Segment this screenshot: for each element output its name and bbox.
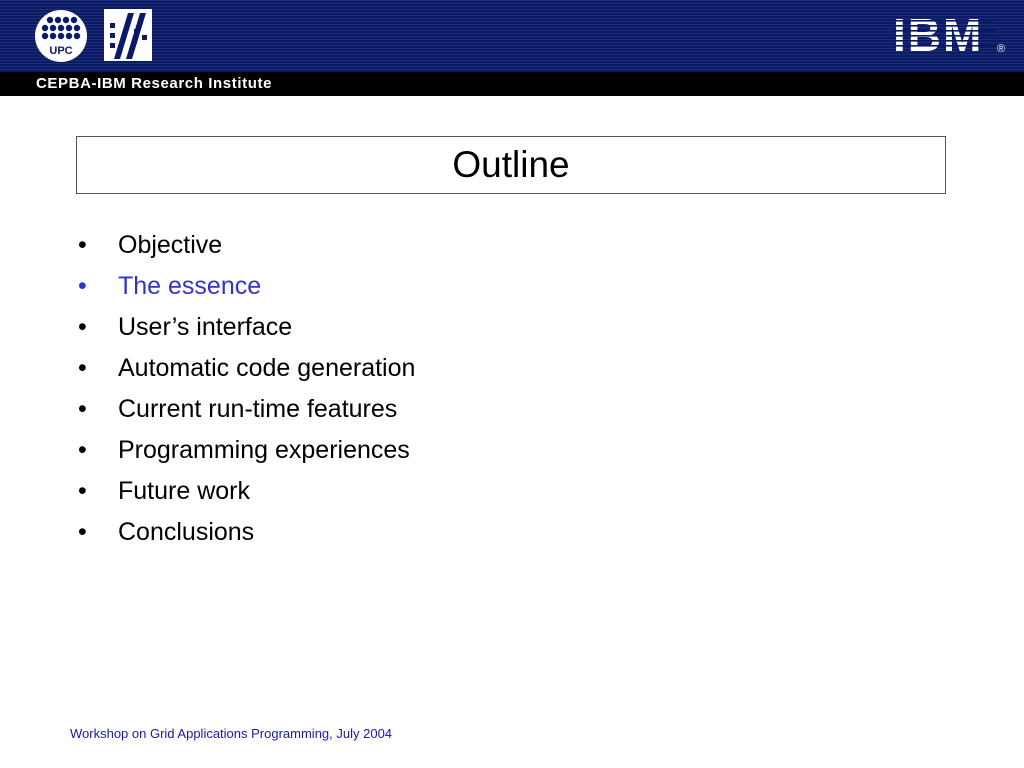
ibm-logo (893, 14, 1007, 56)
outline-item (78, 307, 415, 348)
outline-item-label: Future work (118, 477, 250, 505)
upc-logo-text: UPC (49, 45, 73, 57)
outline-item-label: Programming experiences (118, 436, 410, 464)
outline-item-label: Automatic code generation (118, 354, 416, 382)
outline-item (78, 471, 415, 512)
upc-logo (34, 9, 88, 63)
outline-item (78, 348, 415, 389)
title-box (76, 136, 946, 194)
bullet: • (78, 231, 87, 259)
footer-text: Workshop on Grid Applications Programming, July 2004 (70, 726, 393, 741)
bullet: • (78, 354, 87, 382)
outline-item-label: Objective (118, 231, 223, 259)
outline-item-label: The essence (118, 272, 262, 300)
bullet: • (78, 518, 87, 546)
outline-item-label: Conclusions (118, 518, 255, 546)
outline-item-label: User’s interface (118, 313, 293, 341)
outline-item (78, 512, 415, 553)
outline-item-active (78, 266, 415, 307)
outline-item (78, 430, 415, 471)
registered-mark: ® (997, 43, 1006, 55)
slide-title: Outline (452, 144, 570, 185)
bullet: • (78, 436, 87, 464)
outline-item (78, 389, 415, 430)
cepba-logo (104, 9, 152, 61)
outline-item-label: Current run-time features (118, 395, 398, 423)
bullet: • (78, 395, 87, 423)
bullet: • (78, 272, 87, 300)
outline-list (78, 225, 415, 553)
institute-name: CEPBA-IBM Research Institute (36, 75, 273, 92)
bullet: • (78, 313, 87, 341)
outline-item (78, 225, 415, 266)
bullet: • (78, 477, 87, 505)
